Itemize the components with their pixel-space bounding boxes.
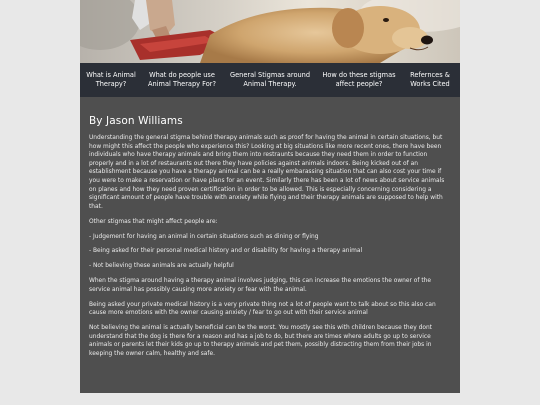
nav-link-label: affect people? bbox=[335, 80, 383, 88]
list-item-medical-history: - Being asked for their personal medical history and or disability for having a therapy animal bbox=[89, 248, 363, 255]
nav-link-label: What is Animal bbox=[86, 71, 136, 79]
nav-link-label: How do these stigmas bbox=[322, 71, 396, 79]
page-container bbox=[80, 0, 460, 405]
nav-link-label: Works Cited bbox=[410, 80, 450, 88]
author-heading: By Jason Williams bbox=[89, 115, 183, 127]
header-banner-image bbox=[80, 0, 460, 63]
paragraph-judging: When the stigma around having a therapy animal involves judging, this can increase the emotions the owner of the service animal has possibly causing more anxiety or fear with the animal. bbox=[89, 278, 432, 293]
nav-link-what-is-animal-therapy[interactable] bbox=[80, 71, 142, 89]
nav-link-label: General Stigmas around bbox=[229, 71, 311, 79]
paragraph-intro: Understanding the general stigma behind therapy animals such as proof for having the animal in certain situations, but how might this affect the people who experience this? Looking at big situations like more recent ones, there have been individuals who have therapy animals and bring them into restraunts because they need them in order to function properly and in a lot of restaurants out there they have policies against animals indoors. Being kicked out of an establishment because you have a therapy animal can be a really embarassing situation that can also cost your time if you were to make a reservation or have plans for an event. Similarly there has been a lot of news about service animals on planes and how they need proven certification in order to be allowed. This is especially concerning considering a significant amount of people have trouble with anxiety while flying and their therapy animals are supposed to help with that. bbox=[89, 135, 445, 210]
dog-photo bbox=[80, 0, 460, 63]
nav-link-uses-of-animal-therapy[interactable] bbox=[142, 71, 222, 89]
list-item-judgement: - Judgement for having an animal in certain situations such as dining or flying bbox=[89, 233, 319, 240]
paragraph-other-stigmas: Other stigmas that might affect people are: bbox=[89, 218, 218, 225]
nav-link-general-stigmas[interactable] bbox=[222, 71, 318, 89]
article-content bbox=[80, 97, 460, 393]
nav-link-references[interactable] bbox=[400, 71, 460, 89]
nav-link-label: Animal Therapy. bbox=[243, 80, 297, 88]
nav-link-label: What do people use bbox=[149, 71, 215, 79]
list-item-not-believing: - Not believing these animals are actually helpful bbox=[89, 263, 234, 270]
nav-link-label: Animal Therapy For? bbox=[148, 80, 216, 88]
main-navigation bbox=[80, 63, 460, 97]
nav-link-label: Refernces & bbox=[410, 71, 450, 79]
nav-link-label: Therapy? bbox=[95, 80, 127, 88]
paragraph-medical-history: Being asked your private medical history is a very private thing not a lot of people want to talk about so this also can cause more emotions with the owner causing anxiety / fear to go out with their service animal bbox=[89, 301, 436, 317]
nav-link-stigma-effects[interactable] bbox=[318, 71, 400, 89]
paragraph-not-beneficial: Not believing the animal is actually beneficial can be the worst. You mostly see this with children because they dont understand that the dog is there for a reason and has a job to do, but there are times where adults go up to service animals or parents let their kids go up to therapy animals and pet them, possibly distracting them from their jobs in keeping the owner calm, healthy and safe. bbox=[89, 325, 432, 357]
